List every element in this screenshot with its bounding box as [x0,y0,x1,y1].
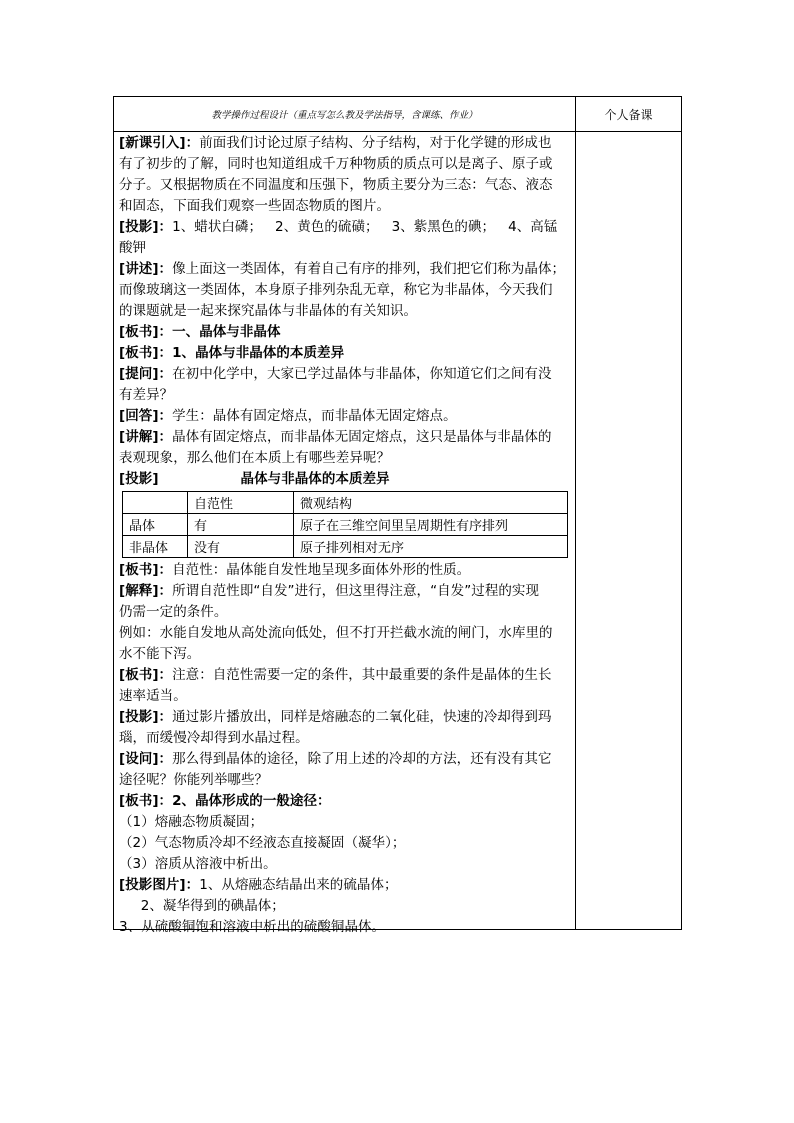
slide-title: 晶体与非晶体的本质差异 [240,471,390,487]
line-text: 学生：晶体有固定熔点，而非晶体无固定熔点。 [172,408,457,424]
text-line [119,623,571,644]
section-tag: [讲解]： [119,429,173,445]
line-text: 通过影片播放出，同样是熔融态的二氧化硅，快速的冷却得到玛 [172,709,552,725]
text-line [119,917,571,938]
line-text: （2）气态物质冷却不经液态直接凝固（凝华）； [119,835,406,851]
content-block-1 [119,133,571,469]
line-text: 仍需一定的条件。 [119,604,228,620]
line-text: 那么得到晶体的途径，除了用上述的冷却的方法，还有没有其它 [172,751,552,767]
board-heading: 2、晶体形成的一般途径： [172,793,331,809]
slide-title-line [119,469,571,490]
board-heading: 1、晶体与非晶体的本质差异 [172,345,345,361]
text-line [119,238,571,259]
text-line [119,875,571,896]
table-row [123,514,568,536]
text-line [119,560,571,581]
line-text: 晶体有固定熔点，而非晶体无固定熔点，这只是晶体与非晶体的 [172,429,552,445]
board-heading: 一、晶体与非晶体 [172,324,281,340]
table-cell: 有 [188,514,294,536]
lesson-plan-table [113,96,682,935]
lesson-content [119,133,571,938]
personal-notes-header: 个人备课 [604,107,653,122]
section-tag: [新课引入]： [119,135,200,151]
line-text: 的课题就是一起来探究晶体与非晶体的有关知识。 [119,303,418,319]
text-line [119,322,571,343]
section-tag: [解释]： [119,583,173,599]
line-text: 有了初步的了解，同时也知道组成千万种物质的质点可以是离子、原子或 [119,156,553,172]
table-cell: 原子排列相对无序 [294,536,568,558]
line-text: 而像玻璃这一类固体，本身原子排列杂乱无章，称它为非晶体，今天我们 [119,282,553,298]
table-header [123,492,568,514]
text-line [119,364,571,385]
line-text: （3）溶质从溶液中析出。 [119,856,277,872]
section-tag: [投影图片]： [119,877,200,893]
line-text: 和固态，下面我们观察一些固态物质的图片。 [119,198,390,214]
table-header-row [114,97,681,132]
text-line [119,854,571,875]
text-line [119,385,571,406]
line-text: 瑙，而缓慢冷却得到水晶过程。 [119,730,309,746]
text-line [119,280,571,301]
line-text: 3、从硫酸铜饱和溶液中析出的硫酸铜晶体。 [119,919,386,935]
table-cell [123,492,188,514]
line-text: 在初中化学中，大家已学过晶体与非晶体，你知道它们之间有没 [172,366,552,382]
table-cell: 没有 [188,536,294,558]
text-line [119,728,571,749]
table-cell: 晶体 [123,514,188,536]
line-text: 像上面这一类固体，有着自己有序的排列，我们把它们称为晶体； [172,261,566,277]
line-text: 途径呢？你能列举哪些？ [119,772,269,788]
table-cell: 自范性 [188,492,294,514]
section-tag: [板书]： [119,667,173,683]
text-line [119,707,571,728]
text-line [119,833,571,854]
text-line [119,196,571,217]
text-line [119,301,571,322]
comparison-table [122,491,568,558]
content-block-2 [119,560,571,938]
line-text: 速率适当。 [119,688,187,704]
line-text: 前面我们讨论过原子结构、分子结构，对于化学键的形成也 [199,135,552,151]
line-text: 1、蜡状白磷； 2、黄色的硫磺； 3、紫黑色的碘； 4、高锰 [172,219,558,235]
table-row [123,536,568,558]
line-text: 水不能下泻。 [119,646,201,662]
line-text: 1、从熔融态结晶出来的硫晶体； [199,877,398,893]
text-line [119,749,571,770]
section-tag: [讲述]： [119,261,173,277]
text-line [119,644,571,665]
text-line [119,154,571,175]
line-text: 有差异？ [119,387,174,403]
text-line [119,448,571,469]
line-text: （1）熔融态物质凝固； [119,814,264,830]
line-text: 分子。又根据物质在不同温度和压强下，物质主要分为三态：气态、液态 [119,177,553,193]
line-text: 酸钾 [119,240,147,256]
text-line [119,259,571,280]
table-cell: 非晶体 [123,536,188,558]
section-tag: [投影]： [119,219,173,235]
line-text: 2、凝华得到的碘晶体； [119,898,285,914]
text-line [119,343,571,364]
line-text: 自范性：晶体能自发性地呈现多面体外形的性质。 [172,562,471,578]
section-tag: [投影]： [119,709,173,725]
line-text: 表观现象，那么他们在本质上有哪些差异呢？ [119,450,390,466]
section-tag: [板书]： [119,345,173,361]
slide-tag: [投影] [119,471,159,487]
line-text: 注意：自范性需要一定的条件，其中最重要的条件是晶体的生长 [172,667,552,683]
table-cell: 原子在三维空间里呈周期性有序排列 [294,514,568,536]
line-text: 例如：水能自发地从高处流向低处，但不打开拦截水流的闸门，水库里的 [119,625,553,641]
text-line [119,686,571,707]
section-tag: [提问]： [119,366,173,382]
text-line [119,665,571,686]
text-line [119,406,571,427]
text-line [119,217,571,238]
text-line [119,896,571,917]
text-line [119,175,571,196]
text-line [119,791,571,812]
column-divider [575,97,576,929]
section-tag: [板书]： [119,324,173,340]
section-tag: [板书]： [119,793,173,809]
section-tag: [板书]： [119,562,173,578]
section-tag: [回答]： [119,408,173,424]
line-text: 所谓自范性即“自发”进行，但这里得注意，“自发”过程的实现 [172,583,540,599]
text-line [119,770,571,791]
process-design-header: 教学操作过程设计（重点写怎么教及学法指导，含课练、作业） [211,110,478,121]
text-line [119,133,571,154]
section-tag: [设问]： [119,751,173,767]
text-line [119,427,571,448]
text-line [119,812,571,833]
text-line [119,581,571,602]
table-cell: 微观结构 [294,492,568,514]
text-line [119,602,571,623]
